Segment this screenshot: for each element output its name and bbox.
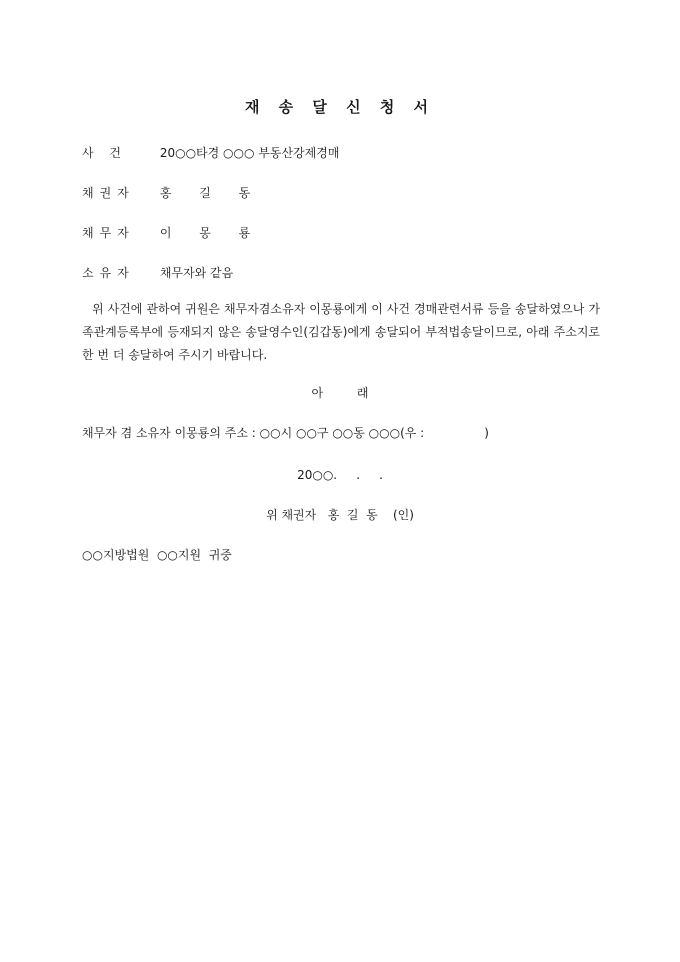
field-case-label: 사 건 <box>82 146 127 160</box>
heading-below: 아 래 <box>311 386 369 400</box>
field-debtor-label: 채무자 <box>82 226 135 240</box>
document-title: 재 송 달 신 청 서 <box>244 98 436 116</box>
field-debtor-value: 이 몽 룡 <box>159 226 251 240</box>
field-owner-label: 소유자 <box>82 266 135 280</box>
field-debtor <box>82 224 250 242</box>
debtor-address-text: 채무자 겸 소유자 이몽룡의 주소 : ○○시 ○○구 ○○동 ○○○(우 : <box>82 426 425 440</box>
debtor-address <box>82 424 489 442</box>
debtor-address-close: ) <box>484 426 489 440</box>
field-owner <box>82 264 233 282</box>
field-owner-value: 채무자와 같음 <box>159 266 234 280</box>
court-addressee: ○○지방법원 ○○지원 귀중 <box>82 548 232 562</box>
field-creditor-label: 채권자 <box>82 186 135 200</box>
signature-line: 위 채권자 홍 길 동 (인) <box>266 508 414 522</box>
document-date: 20○○. . . <box>297 468 383 482</box>
request-body: 위 사건에 관하여 귀원은 채무자겸소유자 이몽룡에게 이 사건 경매관련서류 등을 송달하였으나 가족관계등록부에 등재되지 않은 송달영수인(김갑동)에게 송달되어 부적법송달이므로, 아래 주소지로 한 번 더 송달하여 주시기 바랍니다. <box>82 302 600 362</box>
field-creditor <box>82 184 250 202</box>
field-creditor-value: 홍 길 동 <box>159 186 251 200</box>
field-case-value: 20○○타경 ○○○ 부동산강제경매 <box>159 146 340 160</box>
field-case <box>82 144 339 162</box>
